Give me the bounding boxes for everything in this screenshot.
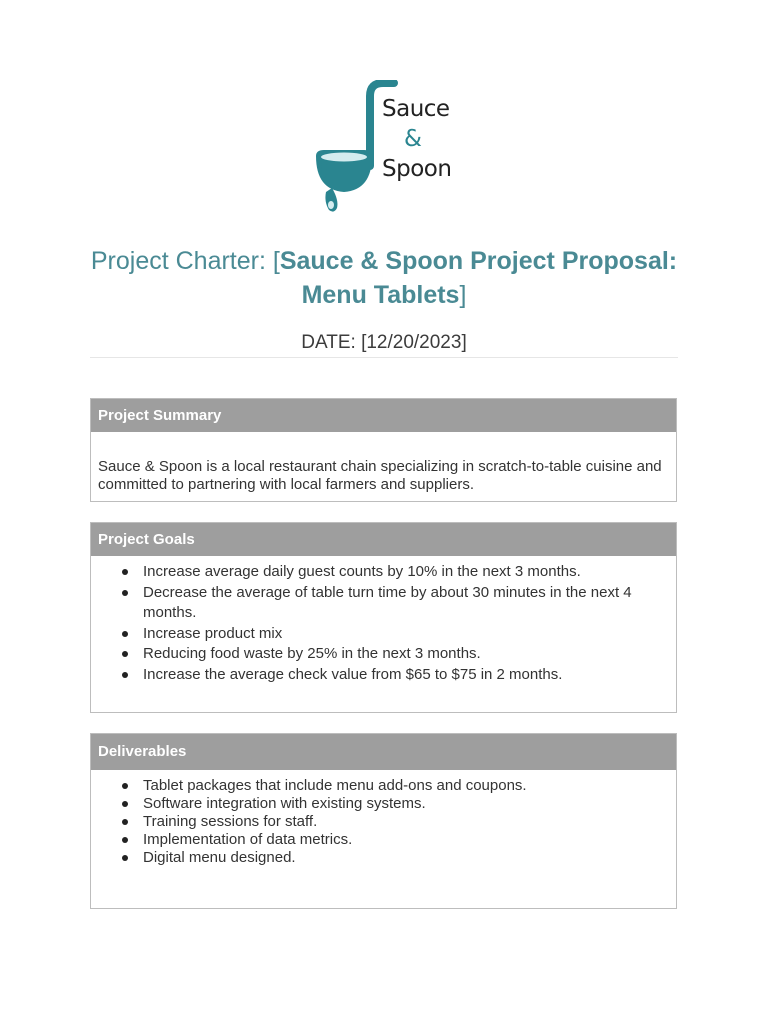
deliverables-list: [91, 770, 676, 867]
list-item: Increase product mix: [143, 624, 646, 645]
date-line: DATE: [12/20/2023]: [301, 332, 467, 353]
summary-text: Sauce & Spoon is a local restaurant chain specializing in scratch-to-table cuisine and committed to partnering with local farmers and suppliers.: [98, 458, 662, 493]
divider: [90, 357, 678, 358]
section-heading: Deliverables: [91, 734, 676, 770]
project-goals-section: [90, 522, 677, 713]
list-item: Decrease the average of table turn time by about 30 minutes in the next 4 months.: [143, 583, 646, 624]
section-heading: Project Summary: [91, 399, 676, 432]
logo-text-ampersand: &: [404, 126, 422, 152]
list-item: Increase the average check value from $65 to $75 in 2 months.: [143, 665, 646, 686]
list-item: Software integration with existing systems.: [143, 795, 646, 813]
title-suffix: ]: [459, 281, 467, 309]
goals-list: [91, 556, 676, 685]
logo-text-spoon: Spoon: [382, 156, 452, 182]
logo-text-sauce: Sauce: [382, 96, 450, 122]
list-item: Tablet packages that include menu add-ons and coupons.: [143, 777, 646, 795]
title-project-name: Sauce & Spoon Project Proposal: Menu Tablets: [279, 247, 678, 309]
project-summary-section: [90, 398, 677, 502]
logo: [310, 80, 460, 220]
list-item: Digital menu designed.: [143, 849, 646, 867]
list-item: Training sessions for staff.: [143, 813, 646, 831]
list-item: Increase average daily guest counts by 10% in the next 3 months.: [143, 562, 646, 583]
deliverables-section: [90, 733, 677, 909]
title-prefix: Project Charter: [: [90, 247, 280, 275]
page-title: [90, 244, 678, 312]
section-heading: Project Goals: [91, 523, 676, 556]
list-item: Implementation of data metrics.: [143, 831, 646, 849]
list-item: Reducing food waste by 25% in the next 3 months.: [143, 644, 646, 665]
